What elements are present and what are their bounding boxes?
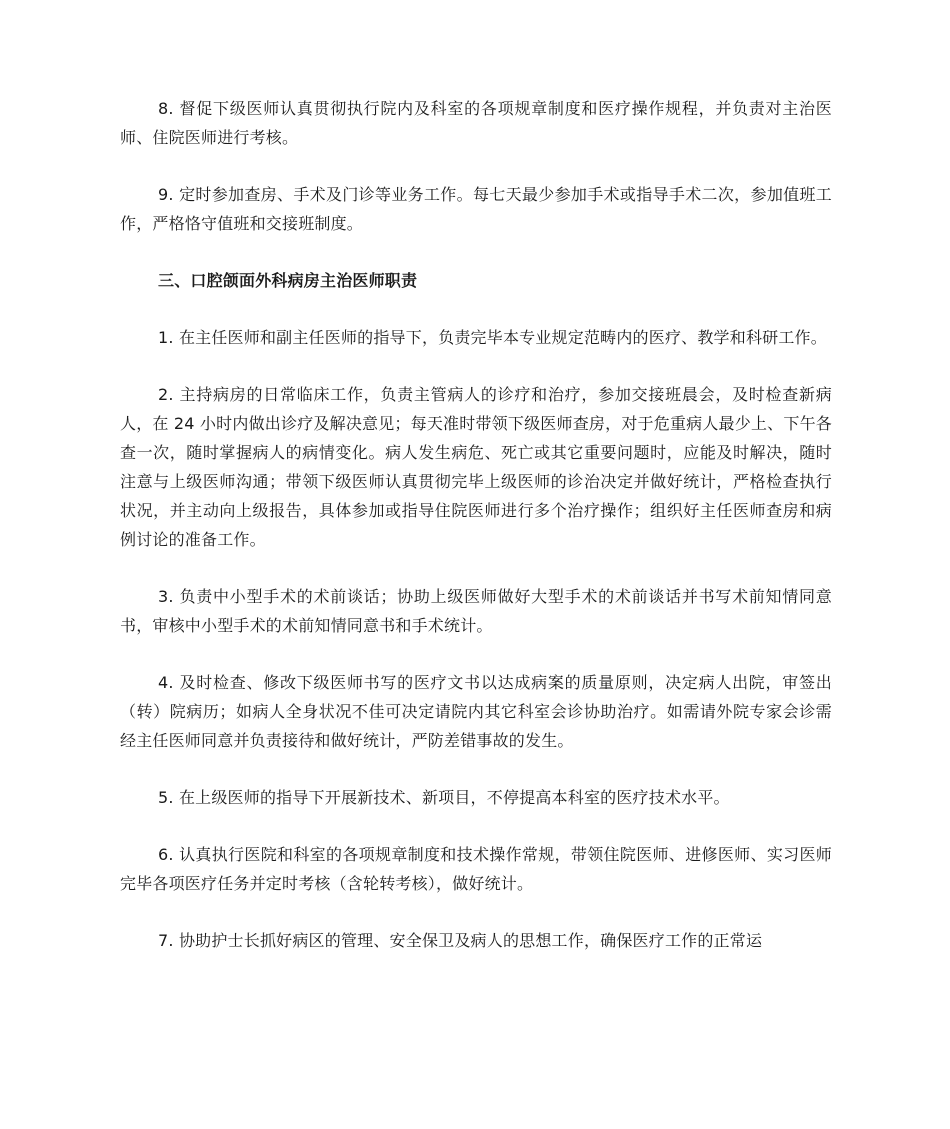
paragraph-item-1: 1. 在主任医师和副主任医师的指导下，负责完毕本专业规定范畴内的医疗、教学和科研工作。 — [158, 328, 827, 347]
paragraph-item-9: 9. 定时参加查房、手术及门诊等业务工作。每七天最少参加手术或指导手术二次，参加值班工作，严格恪守值班和交接班制度。 — [120, 185, 832, 233]
paragraph-item-7: 7. 协助护士长抓好病区的管理、安全保卫及病人的思想工作，确保医疗工作的正常运 — [158, 931, 763, 950]
section-heading: 三、口腔颌面外科病房主治医师职责 — [158, 271, 418, 290]
document-body — [120, 94, 832, 983]
paragraph-item-5: 5. 在上级医师的指导下开展新技术、新项目，不停提高本科室的医疗技术水平。 — [158, 788, 730, 807]
paragraph-item-4: 4. 及时检查、修改下级医师书写的医疗文书以达成病案的质量原则，决定病人出院，审签出（转）院病历；如病人全身状况不佳可决定请院内其它科室会诊协助治疗。如需请外院专家会诊需经主任医师同意并负责接待和做好统计，严防差错事故的发生。 — [120, 673, 832, 750]
paragraph-item-8: 8. 督促下级医师认真贯彻执行院内及科室的各项规章制度和医疗操作规程，并负责对主治医师、住院医师进行考核。 — [120, 99, 832, 147]
paragraph-item-3: 3. 负责中小型手术的术前谈话；协助上级医师做好大型手术的术前谈话并书写术前知情同意书，审核中小型手术的术前知情同意书和手术统计。 — [120, 587, 832, 635]
paragraph-item-2: 2. 主持病房的日常临床工作，负责主管病人的诊疗和治疗，参加交接班晨会，及时检查新病人，在 24 小时内做出诊疗及解决意见；每天准时带领下级医师查房，对于危重病人最少上、下午各查一次，随时掌握病人的病情变化。病人发生病危、死亡或其它重要问题时，应能及时解决，随时注意与上级医师沟通；带领下级医师认真贯彻完毕上级医师的诊治决定并做好统计，严格检查执行状况，并主动向上级报告，具体参加或指导住院医师进行多个治疗操作；组织好主任医师查房和病例讨论的准备工作。 — [120, 385, 832, 549]
paragraph-item-6: 6. 认真执行医院和科室的各项规章制度和技术操作常规，带领住院医师、进修医师、实习医师完毕各项医疗任务并定时考核（含轮转考核），做好统计。 — [120, 845, 832, 893]
